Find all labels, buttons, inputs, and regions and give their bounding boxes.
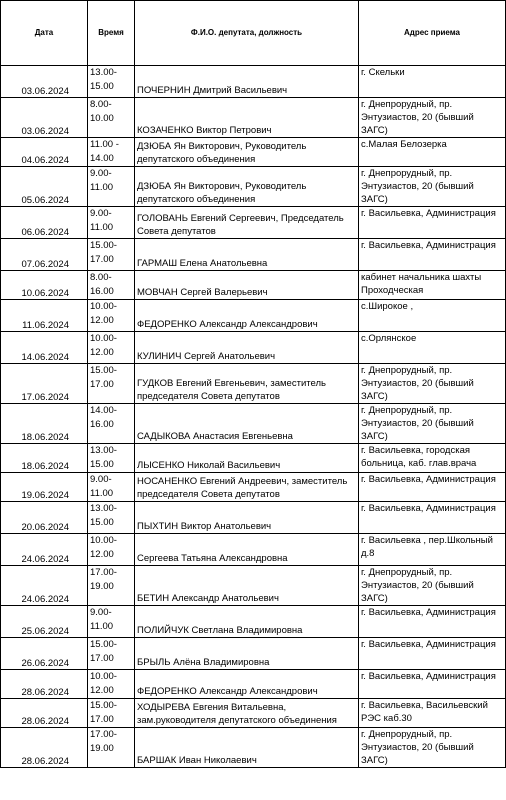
deputy-line: депутатского объединения bbox=[137, 194, 256, 205]
header-time: Время bbox=[88, 1, 135, 66]
deputy-line: ФЕДОРЕНКО Александр Александрович bbox=[137, 319, 318, 330]
time-start: 10.00- bbox=[90, 671, 117, 682]
cell-deputy bbox=[135, 364, 359, 404]
cell-time bbox=[88, 300, 135, 332]
cell-deputy bbox=[135, 638, 359, 670]
time-start: 10.00- bbox=[90, 535, 117, 546]
table-row bbox=[1, 364, 506, 404]
deputy-line: ФЕДОРЕНКО Александр Александрович bbox=[137, 686, 318, 697]
time-start: 8.00- bbox=[90, 272, 112, 283]
cell-date: 28.06.2024 bbox=[1, 699, 88, 728]
cell-deputy bbox=[135, 66, 359, 98]
cell-address: г. Васильевка, Администрация bbox=[359, 239, 506, 271]
cell-deputy bbox=[135, 404, 359, 444]
table-row bbox=[1, 566, 506, 606]
cell-address: г. Днепрорудный, пр. Энтузиастов, 20 (бывший ЗАГС) bbox=[359, 364, 506, 404]
cell-address: г. Днепрорудный, пр. Энтузиастов, 20 (бывший ЗАГС) bbox=[359, 98, 506, 138]
deputy-line: ПЫХТИН Виктор Анатольевич bbox=[137, 521, 272, 532]
cell-time bbox=[88, 638, 135, 670]
time-end: 11.00 bbox=[90, 621, 114, 632]
deputy-line: ЛЫСЕНКО Николай Васильевич bbox=[137, 460, 281, 471]
cell-time bbox=[88, 271, 135, 300]
deputy-line: САДЫКОВА Анастасия Евгеньевна bbox=[137, 431, 293, 442]
time-end: 12.00 bbox=[90, 549, 114, 560]
cell-deputy bbox=[135, 167, 359, 207]
cell-time bbox=[88, 364, 135, 404]
table-row bbox=[1, 138, 506, 167]
time-start: 13.00- bbox=[90, 503, 117, 514]
cell-time bbox=[88, 332, 135, 364]
time-end: 17.00 bbox=[90, 379, 114, 390]
cell-deputy bbox=[135, 300, 359, 332]
time-start: 14.00- bbox=[90, 405, 117, 416]
table-row bbox=[1, 207, 506, 239]
cell-time bbox=[88, 728, 135, 768]
time-end: 12.00 bbox=[90, 347, 114, 358]
time-end: 17.00 bbox=[90, 653, 114, 664]
cell-deputy bbox=[135, 502, 359, 534]
cell-date: 25.06.2024 bbox=[1, 606, 88, 638]
deputy-line: ХОДЫРЕВА Евгения Витальевна, bbox=[137, 702, 287, 713]
cell-date: 28.06.2024 bbox=[1, 728, 88, 768]
time-end: 19.00 bbox=[90, 581, 114, 592]
cell-date: 18.06.2024 bbox=[1, 444, 88, 473]
cell-date: 24.06.2024 bbox=[1, 534, 88, 566]
table-row bbox=[1, 638, 506, 670]
cell-time bbox=[88, 66, 135, 98]
cell-address: г. Васильевка, Администрация bbox=[359, 207, 506, 239]
time-end: 12.00 bbox=[90, 685, 114, 696]
cell-date: 04.06.2024 bbox=[1, 138, 88, 167]
table-row bbox=[1, 534, 506, 566]
table-row bbox=[1, 404, 506, 444]
deputy-line: ДЗЮБА Ян Викторович, Руководитель bbox=[137, 141, 307, 152]
deputy-line: БРЫЛЬ Алёна Владимировна bbox=[137, 657, 270, 668]
cell-deputy bbox=[135, 332, 359, 364]
time-start: 17.00- bbox=[90, 567, 117, 578]
cell-address: г. Днепрорудный, пр. Энтузиастов, 20 (бывший ЗАГС) bbox=[359, 566, 506, 606]
header-row bbox=[1, 1, 506, 66]
time-end: 11.00 bbox=[90, 222, 114, 233]
cell-address: г. Васильевка, Администрация bbox=[359, 502, 506, 534]
time-end: 16.00 bbox=[90, 286, 114, 297]
deputy-line: ГУДКОВ Евгений Евгеньевич, заместитель bbox=[137, 378, 326, 389]
cell-address: г. Васильевка, городская больница, каб. глав.врача bbox=[359, 444, 506, 473]
cell-deputy bbox=[135, 728, 359, 768]
table-row bbox=[1, 66, 506, 98]
cell-address: г. Васильевка, Администрация bbox=[359, 473, 506, 502]
table-row bbox=[1, 167, 506, 207]
cell-address: с.Широкое , bbox=[359, 300, 506, 332]
table-row bbox=[1, 670, 506, 699]
cell-address: г. Васильевка, Администрация bbox=[359, 670, 506, 699]
table-row bbox=[1, 473, 506, 502]
cell-date: 26.06.2024 bbox=[1, 638, 88, 670]
cell-date: 03.06.2024 bbox=[1, 98, 88, 138]
time-end: 15.00 bbox=[90, 81, 114, 92]
cell-address: г. Днепрорудный, пр. Энтузиастов, 20 (бывший ЗАГС) bbox=[359, 404, 506, 444]
time-start: 13.00- bbox=[90, 67, 117, 78]
header-name: Ф.И.О. депутата, должность bbox=[135, 1, 359, 66]
deputy-line: ПОЧЕРНИН Дмитрий Васильевич bbox=[137, 85, 288, 96]
time-start: 13.00- bbox=[90, 445, 117, 456]
cell-time bbox=[88, 98, 135, 138]
cell-date: 18.06.2024 bbox=[1, 404, 88, 444]
schedule-body bbox=[1, 66, 506, 768]
cell-deputy bbox=[135, 534, 359, 566]
table-row bbox=[1, 444, 506, 473]
deputy-line: зам.руководителя депутатского объединения bbox=[137, 715, 337, 726]
cell-date: 11.06.2024 bbox=[1, 300, 88, 332]
cell-date: 28.06.2024 bbox=[1, 670, 88, 699]
deputy-line: ГОЛОВАНЬ Евгений Сергеевич, Председатель bbox=[137, 213, 344, 224]
cell-date: 19.06.2024 bbox=[1, 473, 88, 502]
table-row bbox=[1, 332, 506, 364]
table-row bbox=[1, 271, 506, 300]
table-row bbox=[1, 300, 506, 332]
deputy-line: ДЗЮБА Ян Викторович, Руководитель bbox=[137, 181, 307, 192]
deputy-line: НОСАНЕНКО Евгений Андреевич, заместитель bbox=[137, 476, 348, 487]
time-end: 11.00 bbox=[90, 182, 114, 193]
time-end: 15.00 bbox=[90, 459, 114, 470]
deputy-line: БАРШАК Иван Николаевич bbox=[137, 755, 257, 766]
cell-time bbox=[88, 207, 135, 239]
cell-time bbox=[88, 534, 135, 566]
time-start: 9.00- bbox=[90, 474, 112, 485]
cell-date: 03.06.2024 bbox=[1, 66, 88, 98]
cell-time bbox=[88, 138, 135, 167]
cell-time bbox=[88, 167, 135, 207]
cell-deputy bbox=[135, 566, 359, 606]
cell-time bbox=[88, 606, 135, 638]
cell-deputy bbox=[135, 670, 359, 699]
cell-date: 14.06.2024 bbox=[1, 332, 88, 364]
deputy-line: КОЗАЧЕНКО Виктор Петрович bbox=[137, 125, 272, 136]
cell-time bbox=[88, 473, 135, 502]
time-start: 9.00- bbox=[90, 208, 112, 219]
cell-time bbox=[88, 404, 135, 444]
table-row bbox=[1, 502, 506, 534]
cell-date: 07.06.2024 bbox=[1, 239, 88, 271]
time-end: 17.00 bbox=[90, 254, 114, 265]
cell-date: 06.06.2024 bbox=[1, 207, 88, 239]
table-row bbox=[1, 699, 506, 728]
cell-deputy bbox=[135, 138, 359, 167]
cell-time bbox=[88, 444, 135, 473]
deputy-line: Сергеева Татьяна Александровна bbox=[137, 553, 288, 564]
deputy-line: председателя Совета депутатов bbox=[137, 489, 280, 500]
time-start: 17.00- bbox=[90, 729, 117, 740]
time-end: 15.00 bbox=[90, 517, 114, 528]
time-end: 14.00 bbox=[90, 153, 114, 164]
table-row bbox=[1, 98, 506, 138]
cell-address: г. Скельки bbox=[359, 66, 506, 98]
cell-date: 05.06.2024 bbox=[1, 167, 88, 207]
cell-address: с.Орлянское bbox=[359, 332, 506, 364]
time-start: 10.00- bbox=[90, 333, 117, 344]
cell-time bbox=[88, 699, 135, 728]
table-row bbox=[1, 606, 506, 638]
cell-deputy bbox=[135, 239, 359, 271]
time-start: 15.00- bbox=[90, 365, 117, 376]
time-start: 15.00- bbox=[90, 639, 117, 650]
time-end: 17.00 bbox=[90, 714, 114, 725]
cell-address: г. Васильевка, Администрация bbox=[359, 638, 506, 670]
cell-date: 20.06.2024 bbox=[1, 502, 88, 534]
cell-deputy bbox=[135, 473, 359, 502]
cell-time bbox=[88, 502, 135, 534]
cell-deputy bbox=[135, 444, 359, 473]
cell-address: г. Днепрорудный, пр. Энтузиастов, 20 (бывший ЗАГС) bbox=[359, 728, 506, 768]
time-start: 10.00- bbox=[90, 301, 117, 312]
deputy-line: КУЛИНИЧ Сергей Анатольевич bbox=[137, 351, 276, 362]
time-start: 11.00 - bbox=[90, 139, 119, 150]
cell-address: г. Днепрорудный, пр. Энтузиастов, 20 (бывший ЗАГС) bbox=[359, 167, 506, 207]
time-end: 19.00 bbox=[90, 743, 114, 754]
table-row bbox=[1, 239, 506, 271]
cell-deputy bbox=[135, 207, 359, 239]
time-start: 8.00- bbox=[90, 99, 112, 110]
time-start: 15.00- bbox=[90, 240, 117, 251]
deputy-line: депутатского объединения bbox=[137, 154, 256, 165]
cell-deputy bbox=[135, 699, 359, 728]
cell-time bbox=[88, 670, 135, 699]
cell-address: с.Малая Белозерка bbox=[359, 138, 506, 167]
cell-address: г. Васильевка , пер.Школьный д.8 bbox=[359, 534, 506, 566]
cell-deputy bbox=[135, 98, 359, 138]
cell-date: 24.06.2024 bbox=[1, 566, 88, 606]
time-end: 11.00 bbox=[90, 488, 114, 499]
time-end: 12.00 bbox=[90, 315, 114, 326]
cell-time bbox=[88, 239, 135, 271]
deputy-line: ГАРМАШ Елена Анатольевна bbox=[137, 258, 268, 269]
header-date: Дата bbox=[1, 1, 88, 66]
deputy-line: ПОЛИЙЧУК Светлана Владимировна bbox=[137, 625, 303, 636]
deputy-line: председателя Совета депутатов bbox=[137, 391, 280, 402]
cell-address: г. Васильевка, Администрация bbox=[359, 606, 506, 638]
time-end: 10.00 bbox=[90, 113, 114, 124]
time-end: 16.00 bbox=[90, 419, 114, 430]
time-start: 9.00- bbox=[90, 168, 112, 179]
cell-address: кабинет начальника шахты Проходческая bbox=[359, 271, 506, 300]
cell-address: г. Васильевка, Васильевский РЭС каб.30 bbox=[359, 699, 506, 728]
cell-date: 17.06.2024 bbox=[1, 364, 88, 404]
time-start: 15.00- bbox=[90, 700, 117, 711]
cell-time bbox=[88, 566, 135, 606]
header-address: Адрес приема bbox=[359, 1, 506, 66]
time-start: 9.00- bbox=[90, 607, 112, 618]
cell-deputy bbox=[135, 271, 359, 300]
cell-date: 10.06.2024 bbox=[1, 271, 88, 300]
deputy-line: МОВЧАН Сергей Валерьевич bbox=[137, 287, 268, 298]
deputy-line: Совета депутатов bbox=[137, 226, 216, 237]
deputy-line: БЕТИН Александр Анатольевич bbox=[137, 593, 279, 604]
cell-deputy bbox=[135, 606, 359, 638]
table-row bbox=[1, 728, 506, 768]
